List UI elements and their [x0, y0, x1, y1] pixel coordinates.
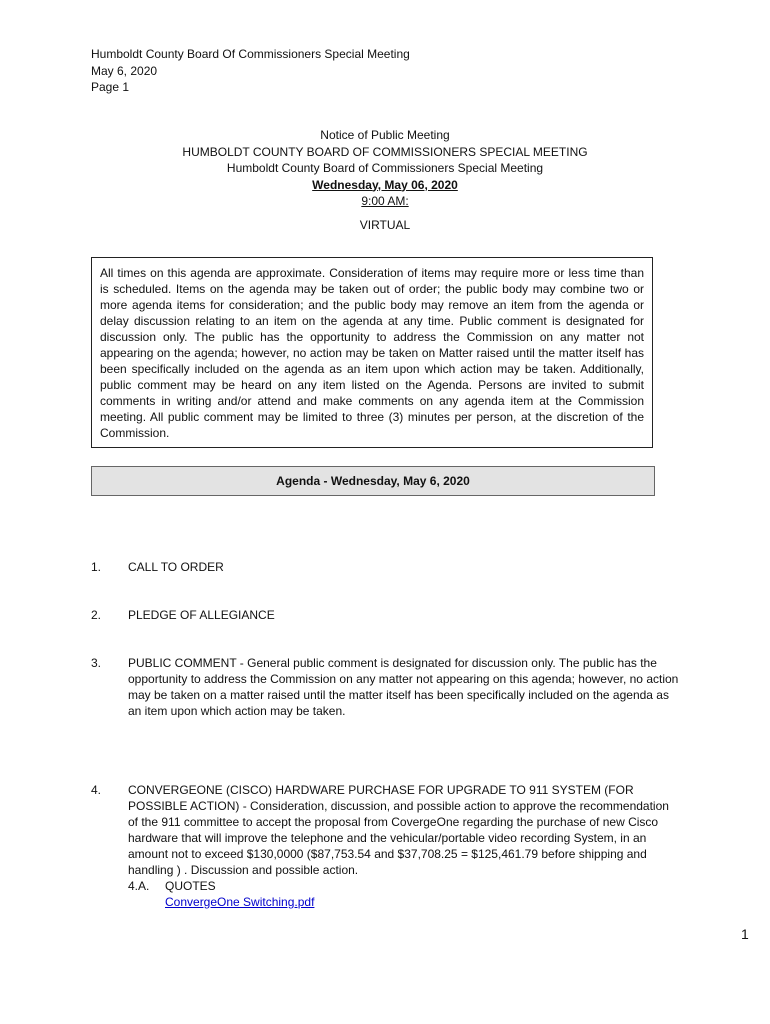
agenda-item — [91, 559, 681, 575]
header-meeting-title: Humboldt County Board Of Commissioners Special Meeting — [91, 47, 410, 61]
notice-board: HUMBOLDT COUNTY BOARD OF COMMISSIONERS SPECIAL MEETING — [182, 144, 588, 159]
agenda-item-number: 3. — [91, 656, 102, 670]
header-date: May 6, 2020 — [91, 63, 158, 78]
document-header — [91, 46, 410, 96]
agenda-item-number: 4. — [91, 783, 102, 797]
attachment-link[interactable]: ConvergeOne Switching.pdf — [165, 895, 315, 909]
agenda-item — [91, 655, 681, 719]
notice-location: VIRTUAL — [359, 217, 411, 232]
header-page: Page 1 — [91, 80, 130, 94]
page-number: 1 — [741, 926, 749, 942]
agenda-subitem — [128, 878, 681, 894]
subitem-number: 4.A. — [128, 879, 150, 893]
agenda-item-text: CALL TO ORDER — [128, 560, 224, 574]
agenda-item-number: 2. — [91, 608, 102, 622]
agenda-item-text: PUBLIC COMMENT - General public comment is designated for discussion only. The public has the opportunity to address the Commission on any matter not appearing on this agenda; however, no action may be taken on a matter raised until the matter itself has been specifically included on the agenda as an item upon which action may be taken. — [128, 656, 679, 718]
agenda-item-text: CONVERGEONE (CISCO) HARDWARE PURCHASE FOR UPGRADE TO 911 SYSTEM (FOR POSSIBLE ACTION) - Consideration, discussion, and possible action to approve the recommendation of the 911 committee to accept the proposal from CovergeOne regarding the purchase of new Cisco hardware that will improve the telephone and the vehicular/portable video recording System, in an amount not to exceed $130,0000 ($87,753.54 and $37,708.25 = $125,461.79 before shipping and handling ) . Discussion and possible action. — [128, 783, 669, 877]
agenda-item — [91, 607, 681, 623]
subitem-label: QUOTES — [165, 879, 216, 893]
notice-title: Notice of Public Meeting — [320, 128, 450, 142]
agenda-item — [91, 782, 681, 910]
notice-time: 9:00 AM: — [361, 194, 409, 208]
agenda-item-text: PLEDGE OF ALLEGIANCE — [128, 608, 275, 622]
notice-date: Wednesday, May 06, 2020 — [312, 177, 458, 192]
meeting-notice — [0, 127, 770, 233]
notice-meeting-name: Humboldt County Board of Commissioners Special Meeting — [226, 161, 544, 175]
agenda-item-number: 1. — [91, 560, 102, 574]
disclaimer-box: All times on this agenda are approximate. Consideration of items may require more or less time than is scheduled. Items on the agenda may be taken out of order; the public body may combine two or more agenda items for consideration; and the public body may remove an item from the agenda or delay discussion relating to an item on the agenda at any time. Public comment is designated for discussion only. The public has the opportunity to address the Commission on any matter not appearing on the agenda; however, no action may be taken on Matter raised until the matter itself has been specifically included on the agenda as an item upon which action may be taken. Additionally, public comment may be heard on any item listed on the Agenda. Persons are invited to submit comments in writing and/or attend and make comments on any agenda item at the Commission meeting. All public comment may be limited to three (3) minutes per person, at the discretion of the Commission. — [91, 257, 653, 448]
agenda-banner: Agenda - Wednesday, May 6, 2020 — [91, 466, 655, 496]
